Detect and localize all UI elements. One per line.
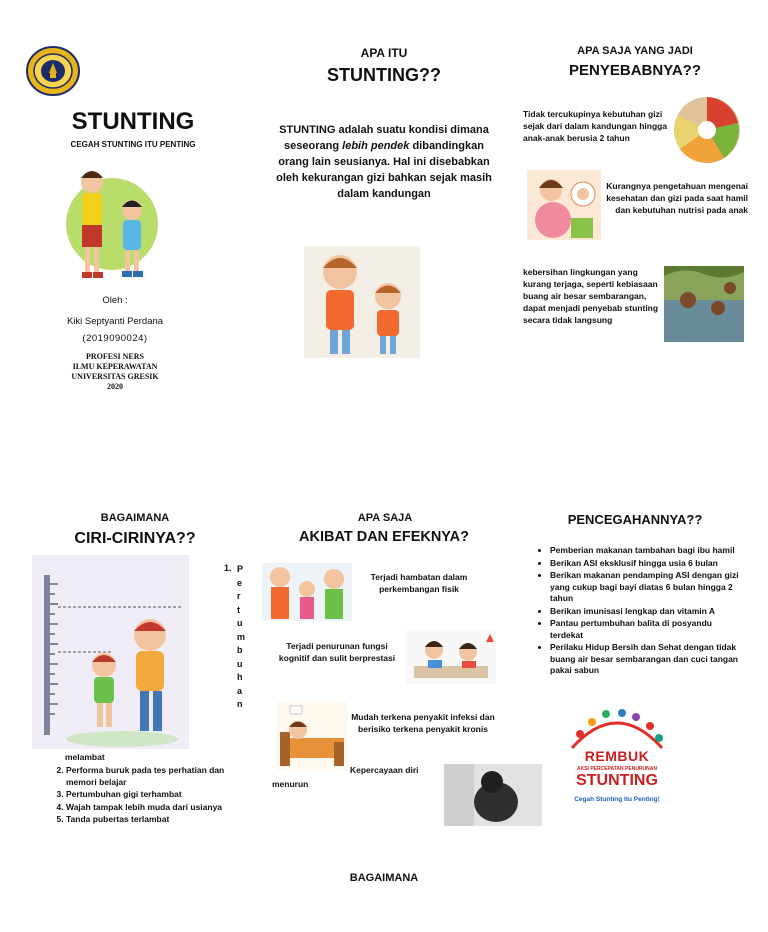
letter: u xyxy=(237,618,243,628)
effect-text-1: Terjadi hambatan dalam perkembangan fisik xyxy=(370,572,468,594)
panel4-heading-small: BAGAIMANA xyxy=(100,512,170,524)
letter: e xyxy=(237,577,243,588)
children-studying-image xyxy=(406,630,496,684)
definition-text-cont: dibandingkan orang lain seusianya. Hal ini disebabkan oleh kekurangan gizi bahkan sejak masih dalam kandungan xyxy=(276,140,492,200)
two-boys-illustration xyxy=(62,162,162,290)
letter: m xyxy=(237,631,246,642)
letter: t xyxy=(237,604,240,615)
letter: P xyxy=(237,564,244,574)
panel2-heading-big: STUNTING?? xyxy=(327,65,441,85)
stunting-definition xyxy=(268,122,500,202)
effect-text-4-part2: menurun xyxy=(272,779,309,789)
effect-text-2: Terjadi penurunan fungsi kognitif dan sulit berprestasi xyxy=(278,641,396,663)
letter: r xyxy=(237,591,241,601)
signs-list xyxy=(66,765,252,826)
healthy-food-plate-image xyxy=(672,95,742,165)
institution-block xyxy=(40,352,190,392)
tall-short-boys-illustration xyxy=(304,246,420,358)
sign-item-1-vertical-text xyxy=(237,563,247,712)
sign-item: 4. Wajah tampak lebih muda dari usianya xyxy=(66,802,252,814)
pregnant-mother-image xyxy=(527,170,601,240)
panel3-heading-big: PENYEBABNYA?? xyxy=(569,62,701,79)
letter: h xyxy=(237,672,243,682)
letter: a xyxy=(237,685,243,696)
height-measuring-illustration xyxy=(32,555,189,749)
effect-text-4-part1: Kepercayaan diri xyxy=(350,765,419,775)
effect-text-3: Mudah terkena penyakit infeksi dan berisiko terkena penyakit kronis xyxy=(351,712,495,734)
university-seal-logo xyxy=(26,46,80,96)
river-bathing-image xyxy=(664,266,744,342)
prevention-item: • Berikan imunisasi lengkap dan vitamin A xyxy=(550,606,746,618)
institution-line: UNIVERSITAS GRESIK xyxy=(71,372,159,381)
student-id: (2019090024) xyxy=(82,333,148,344)
prevention-item: • Berikan ASI eksklusif hingga usia 6 bulan xyxy=(550,558,746,570)
prevention-item: • Pantau pertumbuhan balita di posyandu terdekat xyxy=(550,618,746,641)
poster-subtitle: CEGAH STUNTING ITU PENTING xyxy=(70,140,196,149)
cause-text-3: kebersihan lingkungan yang kurang terjaga, seperti kebiasaan buang air besar sembarangan, dapat menjadi penyebab stunting secara tidak langsung xyxy=(523,267,659,325)
sign-item: 3. Pertumbuhan gigi terhambat xyxy=(66,789,252,801)
poster-title: STUNTING xyxy=(71,108,195,135)
letter: b xyxy=(237,645,243,655)
by-label: Oleh : xyxy=(102,295,128,306)
sad-child-photo xyxy=(444,764,542,826)
sign-item: 2. Performa buruk pada tes perhatian dan memori belajar xyxy=(66,765,252,788)
sign-item-1-tail: melambat xyxy=(65,752,105,762)
panel5-heading-small: APA SAJA xyxy=(357,512,413,524)
letter: u xyxy=(237,658,243,669)
panel3-heading-small: APA SAJA YANG JADI xyxy=(577,45,693,57)
prevention-list xyxy=(550,545,746,678)
cause-text-1: Tidak tercukupinya kebutuhan gizi sejak dari dalam kandungan hingga anak-anak berusia 2 tahun xyxy=(523,109,668,143)
author-name: Kiki Septyanti Perdana xyxy=(66,316,164,327)
institution-line: PROFESI NERS xyxy=(85,352,144,361)
panel6-heading: PENCEGAHANNYA?? xyxy=(567,512,703,527)
logo-tagline: Cegah Stunting Itu Penting! xyxy=(574,796,660,803)
prevention-item: • Perilaku Hidup Bersih dan Sehat dengan tidak buang air besar sembarangan dan cuci tangan pakai sabun xyxy=(550,642,746,677)
sign-item-1-number: 1. xyxy=(224,563,232,573)
panel5-heading-big: AKIBAT DAN EFEKNYA? xyxy=(299,529,469,545)
prevention-item: • Berikan makanan pendamping ASI dengan gizi yang cukup bagi bayi diatas 6 bulan hingga 2 tahun xyxy=(550,570,746,605)
logo-stunting-text: STUNTING xyxy=(576,772,658,789)
cause-text-2: Kurangnya pengetahuan mengenai kesehatan dan gizi pada saat hamil dan kebutuhan nutrisi pada anak xyxy=(606,181,748,215)
sign-item: 5. Tanda pubertas terlambat xyxy=(66,814,252,826)
definition-text: STUNTING adalah suatu kondisi dimana seseorang xyxy=(279,124,489,152)
definition-emphasis: lebih pendek xyxy=(342,140,410,152)
rembuk-stunting-logo xyxy=(564,704,670,810)
letter: n xyxy=(237,699,243,709)
footer-heading: BAGAIMANA xyxy=(349,872,419,884)
prevention-item: • Pemberian makanan tambahan bagi ibu hamil xyxy=(550,545,746,557)
panel2-heading-small: APA ITU xyxy=(360,46,408,60)
sick-child-in-bed-image xyxy=(276,702,348,770)
panel4-heading-big: CIRI-CIRINYA?? xyxy=(74,530,196,547)
logo-rembuk-text: REMBUK xyxy=(584,748,650,764)
institution-line: ILMU KEPERAWATAN xyxy=(72,362,158,371)
logo-sub-text: AKSI PERCEPATAN PENURUNAN xyxy=(576,766,657,772)
institution-year: 2020 xyxy=(107,382,123,391)
family-heights-image xyxy=(262,563,352,621)
